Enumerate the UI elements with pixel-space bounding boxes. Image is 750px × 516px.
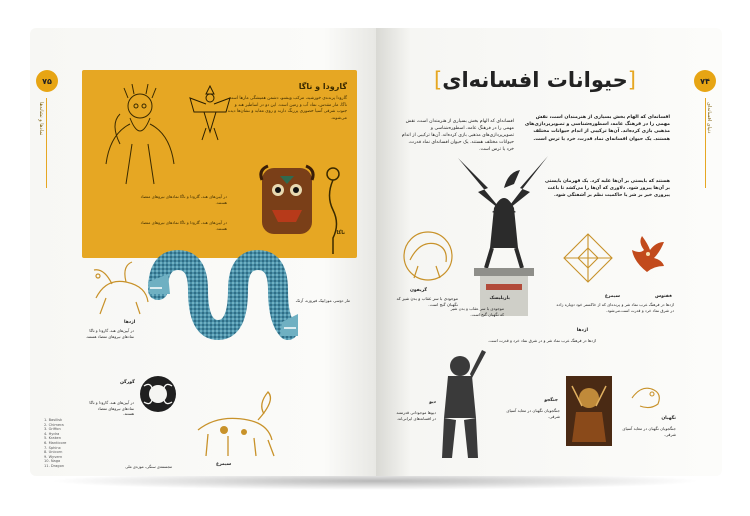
dragon-statue-photo xyxy=(448,148,558,318)
serpent-caption: مار دوسر، موزاییک فیروزه، آزتک xyxy=(295,298,350,303)
credit-item: 1. Basilisk xyxy=(44,418,63,422)
sphinx-desc: پرنده‌ای که از خاکستر خود دوباره زاده می‌شود. xyxy=(556,302,620,313)
right-side-rule xyxy=(705,98,706,188)
phoenix-emblem xyxy=(624,232,670,278)
credit-item: 5. Kraken xyxy=(44,436,62,441)
credit-item: 3. Griffon xyxy=(44,427,61,432)
griffin-label: گریفون xyxy=(410,288,428,293)
dragon-line-art xyxy=(86,258,156,318)
beast-line-art xyxy=(188,390,288,462)
credit-item: 2. Chimera xyxy=(44,422,64,427)
warrior-desc: جنگجویان نگهبان در معابد آسیای شرقی. xyxy=(506,408,560,419)
garuda-mask-photo xyxy=(258,160,316,240)
griffin-desc: موجودی با سر عقاب و بدن شیر که نگهبان گنج است. xyxy=(396,296,458,307)
intro-paragraph-2: هستند که بایستی بر آن‌ها غلبه کرد. یک قهرمان بایستی بر آن‌ها پیروز شود. دلاوری که آن‌ها را می‌کشد تا باعث پیروزی خیر بر شر یا حاکمیت نظم بر آشفتگی شود. xyxy=(545,179,670,198)
magazine-spread xyxy=(30,28,722,476)
title-bracket-left: [ xyxy=(627,68,636,92)
naga-staff xyxy=(322,166,344,256)
left-note-1: در آیین‌های هند، گارودا و ناگا نمادهای نیروهای متضاد هستند. xyxy=(85,328,134,339)
dragon-label: اژدها xyxy=(124,320,136,325)
basilisk-label: بازیلیسک xyxy=(489,296,510,301)
garuda-line-art xyxy=(100,84,180,194)
gold-note-2: در آیین‌های هند، گارودا و ناگا نمادهای نیروهای متضاد هستند. xyxy=(140,220,227,231)
gold-note: در آیین‌های هند، گارودا و ناگا نمادهای نیروهای متضاد هستند. xyxy=(140,194,227,205)
dragon-label-right: اژدها xyxy=(576,328,588,333)
beast-label: سیمرغ xyxy=(216,462,232,467)
credit-item: 11. Dragon xyxy=(44,463,65,468)
credit-item: 10. Naga xyxy=(44,459,61,464)
guardian-painting xyxy=(566,376,612,446)
dragon-desc: اژدها در فرهنگ غرب نماد شر و در شرق نماد خرد و قدرت است. xyxy=(488,338,596,343)
credit-item: 4. Hydra xyxy=(44,431,60,436)
double-headed-serpent-photo xyxy=(148,250,298,340)
caption-bottom: مجسمه‌ی سنگی، موزه‌ی ملی xyxy=(125,464,172,469)
basilisk-desc: موجودی با سر عقاب و بدن شیر که نگهبان گنج است. xyxy=(450,306,504,317)
title-bracket-right: ] xyxy=(434,68,443,92)
intro-paragraph-1b: افسانه‌ای که الهام بخش بسیاری از هنرمندان است، نقش مهمی را در فرهنگ عامه، اسطوره‌شناسی و تصویرپردازی‌های مذهبی بازی کرده‌اند. آن‌ها ترکیبی از اندام حیوانات مختلف هستند. یک حیوان افسانه‌ای نماد قدرت، خرد یا ترس است. xyxy=(401,119,514,152)
sphinx-line-art xyxy=(560,230,616,286)
title-text: حیوانات افسانه‌ای xyxy=(442,68,628,92)
credit-item: 6. Manticore xyxy=(44,440,67,445)
ornament-line-art xyxy=(628,378,664,414)
demon-desc: دیوها موجوداتی قدرتمند در افسانه‌های ایرانی‌اند. xyxy=(396,410,436,421)
medusa-emblem xyxy=(138,374,178,414)
credits-list xyxy=(44,418,66,469)
phoenix-label: ققنوس xyxy=(654,294,672,299)
guardian-desc: جنگجویان نگهبان در معابد آسیای شرقی. xyxy=(622,426,676,437)
credit-item: 9. Wyvern xyxy=(44,454,63,459)
gold-box-body: گارودا پرنده‌ی خورشید، مرکب ویشنو، دشمن همیشگی مارها است. ناگا، مار مقدس، نماد آب و زمین است. این دو در اساطیر هند و جنوب شرقی آسیا حضوری پررنگ دارند و روی معابد و نشان‌ها دیده می‌شوند. xyxy=(227,96,347,121)
guardian-label: نگهبان xyxy=(661,416,676,421)
garuda-emblem xyxy=(186,82,234,144)
phoenix-desc: اژدها در فرهنگ غرب نماد شر و در شرق نماد خرد و قدرت است. xyxy=(619,302,674,313)
intro-paragraph-1: افسانه‌ای که الهام بخش بسیاری از هنرمندان است، نقش مهمی را در فرهنگ عامه، اسطوره‌شناسی و تصویرپردازی‌های مذهبی بازی کرده‌اند. آن‌ها ترکیبی از اندام حیوانات مختلف هستند. یک حیوان افسانه‌ای نماد قدرت، خرد یا ترس است. xyxy=(524,115,670,142)
demon-label: دیو xyxy=(429,400,436,405)
right-side-label: دنیای افسانه‌ای xyxy=(706,102,712,134)
left-page-number: ۷۵ xyxy=(36,70,58,92)
griffin-line-art xyxy=(396,226,460,286)
credit-item: 7. Sphinx xyxy=(44,445,61,450)
garuda-naga-box xyxy=(82,70,357,258)
medusa-label: گورگن xyxy=(120,380,135,385)
left-side-label: نمادها و نشانه‌ها xyxy=(38,102,44,136)
sphinx-label: سیمرغ xyxy=(604,294,620,299)
left-page xyxy=(30,28,376,476)
credit-item: 8. Unicorn xyxy=(44,450,63,455)
right-page-number: ۷۴ xyxy=(694,70,716,92)
demon-statue-photo xyxy=(430,348,490,464)
gold-sub2: ناگا xyxy=(336,230,345,236)
page-title xyxy=(434,68,636,92)
left-note-2: در آیین‌های هند، گارودا و ناگا نمادهای نیروهای متضاد هستند. xyxy=(89,400,134,416)
gold-box-heading: گارودا و ناگا xyxy=(298,82,347,91)
warrior-label: جنگجو xyxy=(544,398,558,403)
